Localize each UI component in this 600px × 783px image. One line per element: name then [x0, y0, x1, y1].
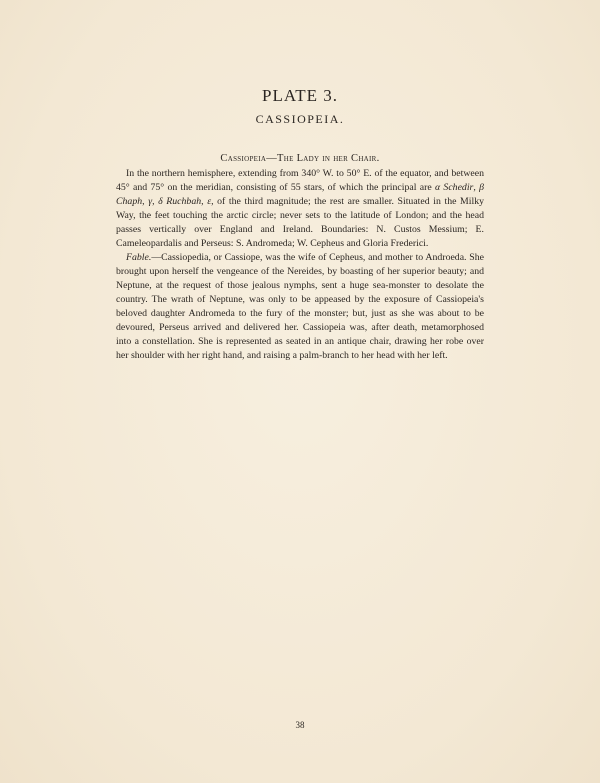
- fable-label: Fable.: [126, 252, 152, 263]
- star-name: δ Ruchbah: [158, 196, 202, 207]
- section-heading: [116, 152, 484, 166]
- star-name: γ: [148, 196, 153, 207]
- plate-title: PLATE 3.: [262, 86, 338, 105]
- separator: ,: [152, 196, 159, 207]
- body-text: [116, 152, 484, 363]
- fable-paragraph: [116, 251, 484, 363]
- paragraph-text: , of the third magnitude; the rest are smaller. Situated in the Milky Way, the feet touching the arctic circle; never sets to the latitude of London; and the head passes vertically over England and Ireland. Boundaries: N. Custos Messium; E. Cameleopardalis and Perseus: S. Andromeda; W. Cepheus and Gloria Frederici.: [116, 196, 485, 249]
- separator: ,: [473, 182, 480, 193]
- star-name: ε: [207, 196, 212, 207]
- star-name: β Chaph: [116, 182, 484, 207]
- description-paragraph: [116, 167, 484, 251]
- separator: ,: [201, 196, 208, 207]
- paragraph-text: In the northern hemisphere, extending from 340° W. to 50° E. of the equator, and between 45° and 75° on the meridian, consisting of 55 stars, of which the principal are: [116, 168, 484, 193]
- page-number: 38: [295, 720, 305, 730]
- star-name: α Schedir: [434, 182, 474, 193]
- fable-text: —Cassiopedia, or Cassiope, was the wife of Cepheus, and mother to Androeda. She brought upon herself the vengeance of the Nereides, by boasting of her superior beauty; and Neptune, at the request of those jealous nymphs, sent a huge sea-monster to desolate the country. The wrath of Neptune, was only to be appeased by the exposure of Cassiopeia's beloved daughter Andromeda to the fury of the monster; but, just as she was about to be devoured, Perseus arrived and delivered her. Cassiopeia was, after death, metamorphosed into a constellation. She is represented as seated in an antique chair, drawing her robe over her shoulder with her right hand, and raising a palm-branch to her head with her left.: [116, 252, 484, 361]
- section-heading-text: Cassiopeia—The Lady in her Chair.: [220, 153, 380, 164]
- separator: ,: [142, 196, 149, 207]
- plate-subtitle: CASSIOPEIA.: [255, 112, 345, 126]
